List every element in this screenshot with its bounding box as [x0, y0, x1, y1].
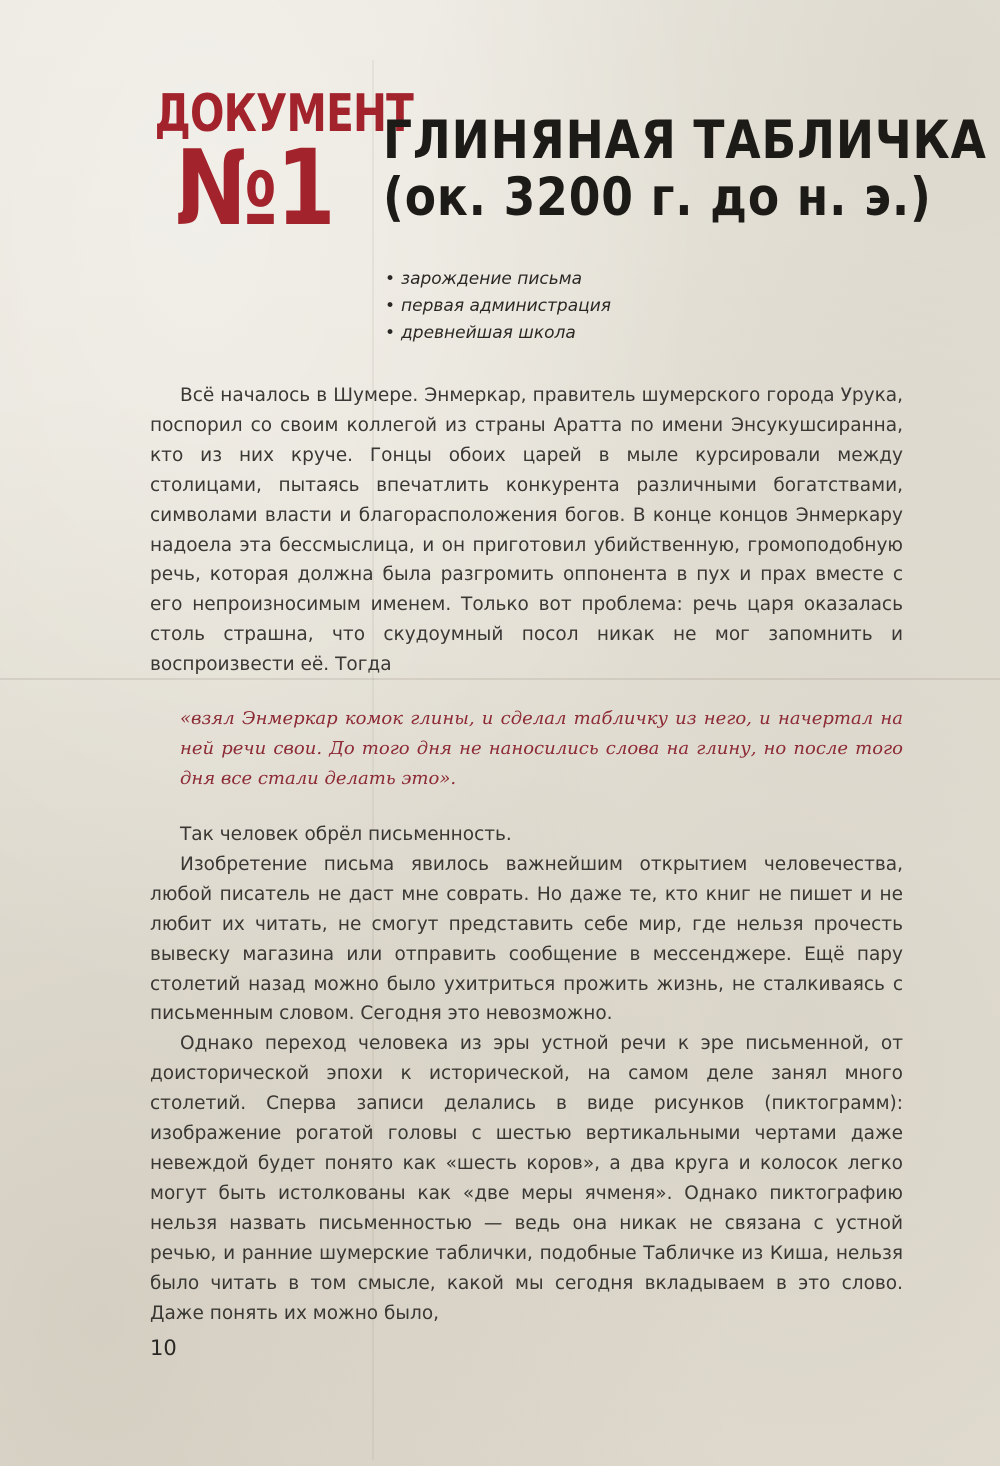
body-paragraph: Изобретение письма явилось важнейшим открытием человечества, любой писатель не даст мне соврать. Но даже те, кто книг не пишет и не любит их читать, не смогут представить себе мир, где нельзя прочесть вывеску магазина или отправить сообщение в мессенджере. Ещё пару столетий назад можно было ухитриться прожить жизнь, не сталкиваясь с письменным словом. Сегодня это невозможно.: [150, 853, 903, 1025]
chapter-title-main: ГЛИНЯНАЯ ТАБЛИЧКА: [383, 110, 987, 171]
document-label: [104, 84, 414, 249]
chapter-title: [383, 110, 1000, 229]
intro-text: [150, 381, 903, 680]
topic-item: • зарождение письма: [385, 266, 611, 293]
topic-item: • первая администрация: [385, 293, 611, 320]
body-paragraph: Однако переход человека из эры устной речи к эре письменной, от доисторической эпохи к исторической, на самом деле занял много столетий. Сперва записи делались в виде рисунков (пиктограмм): изображение рогатой головы с шестью вертикальными чертами даже невеждой будет понято как «шесть коров», а два круга и колосок легко могут быть истолкованы как «две меры ячменя». Однако пиктографию нельзя назвать письменностью — ведь она никак не связана с устной речью, и ранние шумерские таблички, подобные Табличке из Киша, нельзя было читать в том смысле, какой мы сегодня вкладываем в это слово. Даже понять их можно было,: [150, 1033, 903, 1324]
quote-block: «взял Энмеркар комок глины, и сделал табличку из него, и начертал на ней речи свои. До того дня не наносились слова на глину, но после того дня все стали делать это».: [180, 708, 903, 789]
intro-paragraph: Всё началось в Шумере. Энмеркар, правитель шумерского города Урука, поспорил со своим коллегой из страны Аратта по имени Энсукушсиранна, кто из них круче. Гонцы обоих царей в мыле курсировали между столицами, пытаясь впечатлить конкурента различными богатствами, символами власти и благорасположения богов. В конце концов Энмеркару надоела эта бессмыслица, и он приготовил убийственную, громоподобную речь, которая должна была разгромить оппонента в пух и прах вместе с его непроизносимым именем. Только вот проблема: речь царя оказалась столь страшна, что скудоумный посол никак не мог запомнить и воспроизвести её. Тогда: [150, 385, 903, 676]
document-number: №1: [175, 127, 334, 249]
document-word: ДОКУМЕНТ: [154, 84, 414, 144]
body-paragraph: Так человек обрёл письменность.: [180, 824, 512, 845]
page-number: 10: [150, 1336, 177, 1360]
topic-item: • древнейшая школа: [385, 320, 611, 347]
chapter-title-date: (ок. 3200 г. до н. э.): [383, 167, 932, 229]
main-text: [150, 820, 903, 1328]
topic-list: [385, 266, 611, 347]
